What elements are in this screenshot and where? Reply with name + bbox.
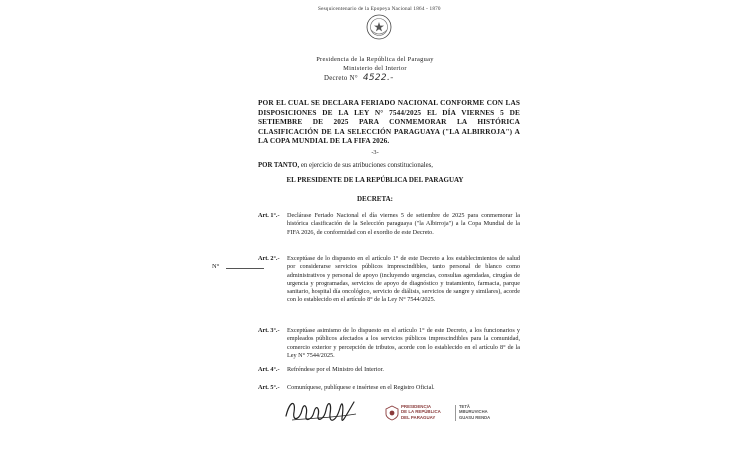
- decree-label: Decreto N°: [324, 75, 358, 82]
- article-text: Exceptúase asimismo de lo dispuesto en el artículo 1° de este Decreto, a los funcionarios y empleados públicos afectados a los servicios públicos imprescindibles para la comunidad, comercio exterior y percepción de tributos, acorde con lo establecido en el artículo 8° de la Ley N° 7544/2025.: [287, 327, 520, 359]
- institution-presidency: Presidencia de la República del Paraguay: [316, 56, 434, 63]
- stamp-line: DEL PARAGUAY: [401, 414, 436, 420]
- decreta-heading: DECRETA:: [356, 195, 394, 203]
- article-label: Art. 5°.-: [258, 384, 280, 391]
- bicentennial-header: Sesquicentenario de la Epopeya Nacional 1864 - 1870: [318, 6, 441, 12]
- margin-number-label: N°: [212, 263, 220, 270]
- article-label: Art. 1°.-: [258, 212, 280, 219]
- stamp-line: PRESIDENCIA: [401, 404, 432, 409]
- decree-number-handwritten: 4522.-: [362, 73, 394, 83]
- presidency-stamp: [385, 402, 515, 430]
- article-label: Art. 2°.-: [258, 255, 280, 262]
- stamp-spanish-text: [401, 404, 441, 420]
- article-text: Comuníquese, publíquese e insértese en el Registro Oficial.: [287, 384, 435, 391]
- article-text: Refréndese por el Ministro del Interior.: [287, 366, 384, 373]
- stamp-line: GUASU RENDA: [459, 414, 491, 420]
- president-signature: [282, 394, 362, 428]
- por-tanto-lead: POR TANTO,: [258, 162, 300, 169]
- article-label: Art. 3°.-: [258, 327, 280, 334]
- stamp-guarani-text: [459, 404, 490, 420]
- article-5: [258, 384, 520, 392]
- por-tanto-text: en ejercicio de sus atribuciones constitucionales,: [300, 162, 433, 169]
- article-4: [258, 366, 520, 374]
- institution-ministry: Ministerio del Interior: [343, 65, 407, 72]
- article-1: [258, 212, 520, 237]
- page-number: -3-: [371, 149, 379, 156]
- article-2: [258, 255, 520, 305]
- decree-title: POR EL CUAL SE DECLARA FERIADO NACIONAL CONFORME CON LAS DISPOSICIONES DE LA LEY N° 7544/2025 EL DÍA VIERNES 5 DE SETIEMBRE DE 2025 PARA CONMEMORAR LA HISTÓRICA CLASIFICACIÓN DE LA SELECCIÓN PARAGUAYA ("LA ALBIRROJA") A LA COPA MUNDIAL DE LA FIFA 2026.: [258, 98, 520, 145]
- national-seal-icon: [366, 14, 392, 40]
- president-heading: EL PRESIDENTE DE LA REPÚBLICA DEL PARAGUAY: [286, 176, 464, 184]
- stamp-line: MBURUVICHA: [459, 409, 488, 415]
- por-tanto-clause: [258, 162, 433, 169]
- article-label: Art. 4°.-: [258, 366, 280, 373]
- article-3: [258, 327, 520, 360]
- article-text: Declárase Feriado Nacional el día viernes 5 de setiembre de 2025 para conmemorar la histórica clasificación de la Selección paraguaya ("la Albirroja") a la Copa Mundial de la FIFA 2026, de conformidad con el exordio de este Decreto.: [287, 212, 520, 236]
- stamp-divider: [455, 405, 456, 421]
- stamp-line: TETÃ: [459, 404, 470, 409]
- decree-number-line: [324, 73, 394, 83]
- stamp-line: DE LA REPÚBLICA: [401, 409, 441, 415]
- presidency-emblem-icon: [385, 405, 399, 421]
- article-text: Exceptúase de lo dispuesto en el artículo 1° de este Decreto a los establecimientos de salud por considerarse servicios públicos imprescindibles, tanto personal de blanco como administrativos y personal de apoyo (incluyendo urgencias, consultas agendadas, cirugías de urgencia y programadas, servicios de apoyo de diagnóstico y tratamiento, farmacia, parque sanitario, hospital día oncológico, servicio de diálisis, servicios de sangre y similares), acorde con lo establecido en el artículo 8° de la Ley N° 7544/2025.: [287, 255, 520, 304]
